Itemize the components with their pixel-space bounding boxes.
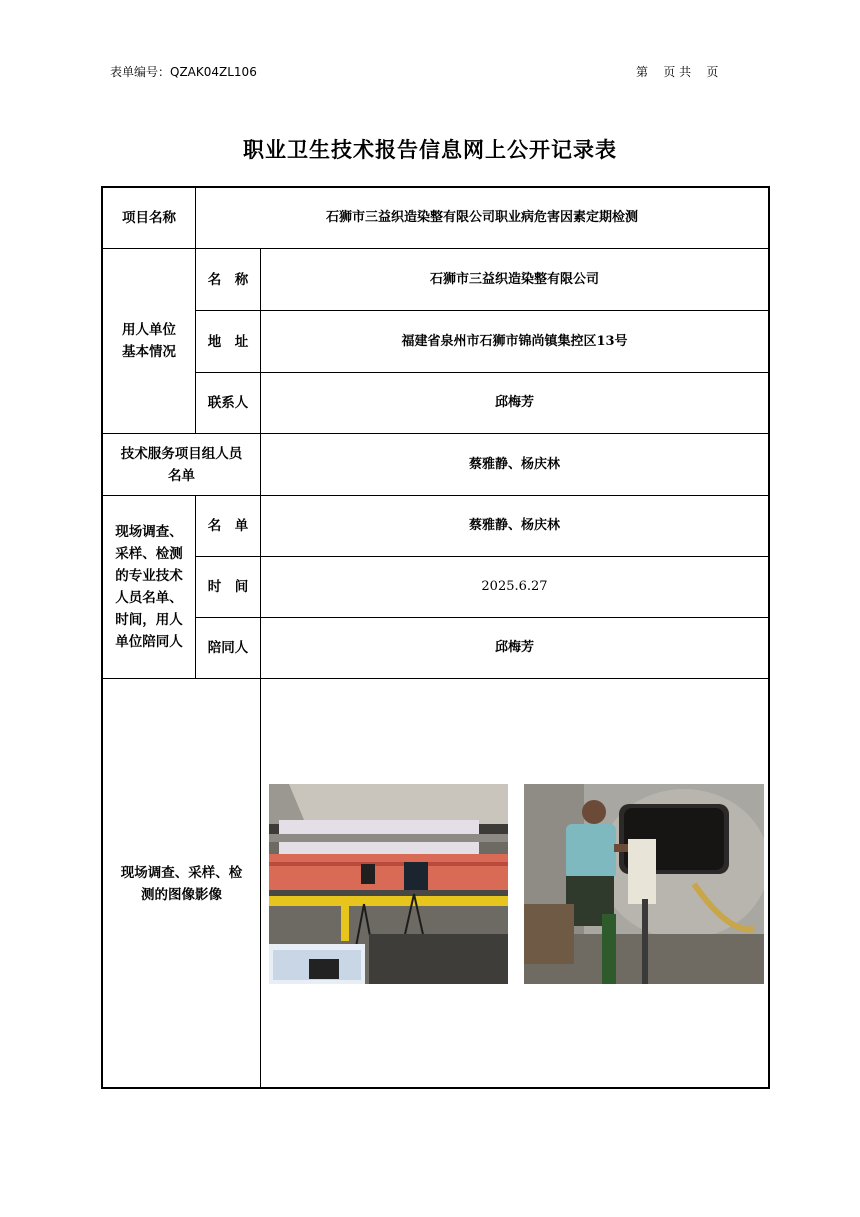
divider xyxy=(260,679,261,1089)
employer-address-value: 福建省泉州市石狮市锦尚镇集控区13号 xyxy=(401,333,628,349)
survey-time-value: 2025.6.27 xyxy=(481,579,548,594)
project-name-label: 项目名称 xyxy=(122,210,176,226)
site-photo-machine xyxy=(269,784,508,984)
project-name-value: 石狮市三益织造染整有限公司职业病危害因素定期检测 xyxy=(325,210,638,225)
form-number: 表单编号：QZAK04ZL106 xyxy=(110,65,257,79)
record-form xyxy=(101,186,770,1089)
employer-name-label: 名 称 xyxy=(207,271,249,288)
page-info: 第 页 共 页 xyxy=(636,65,719,79)
survey-list-label: 名 单 xyxy=(207,518,249,534)
survey-list-value: 蔡雅静、杨庆林 xyxy=(468,518,560,533)
survey-section-label: 现场调查、 采样、检测 的专业技术 人员名单、 时间，用人 单位陪同人 xyxy=(115,524,183,650)
survey-escort-label: 陪同人 xyxy=(207,640,249,656)
survey-time-label: 时 间 xyxy=(207,579,249,595)
team-label: 技术服务项目组人员 名单 xyxy=(120,445,243,484)
team-value: 蔡雅静、杨庆林 xyxy=(468,456,560,472)
employer-address-label: 地 址 xyxy=(207,333,249,350)
page-title: 职业卫生技术报告信息网上公开记录表 xyxy=(243,138,617,162)
images-label: 现场调查、采样、检 测的图像影像 xyxy=(120,865,243,903)
employer-section-label: 用人单位 基本情况 xyxy=(122,322,176,360)
employer-name-value: 石狮市三益织造染整有限公司 xyxy=(429,271,599,287)
employer-contact-value: 邱梅芳 xyxy=(494,395,534,410)
survey-escort-value: 邱梅芳 xyxy=(494,640,534,655)
employer-contact-label: 联系人 xyxy=(207,395,249,411)
site-photo-worker xyxy=(524,784,764,984)
